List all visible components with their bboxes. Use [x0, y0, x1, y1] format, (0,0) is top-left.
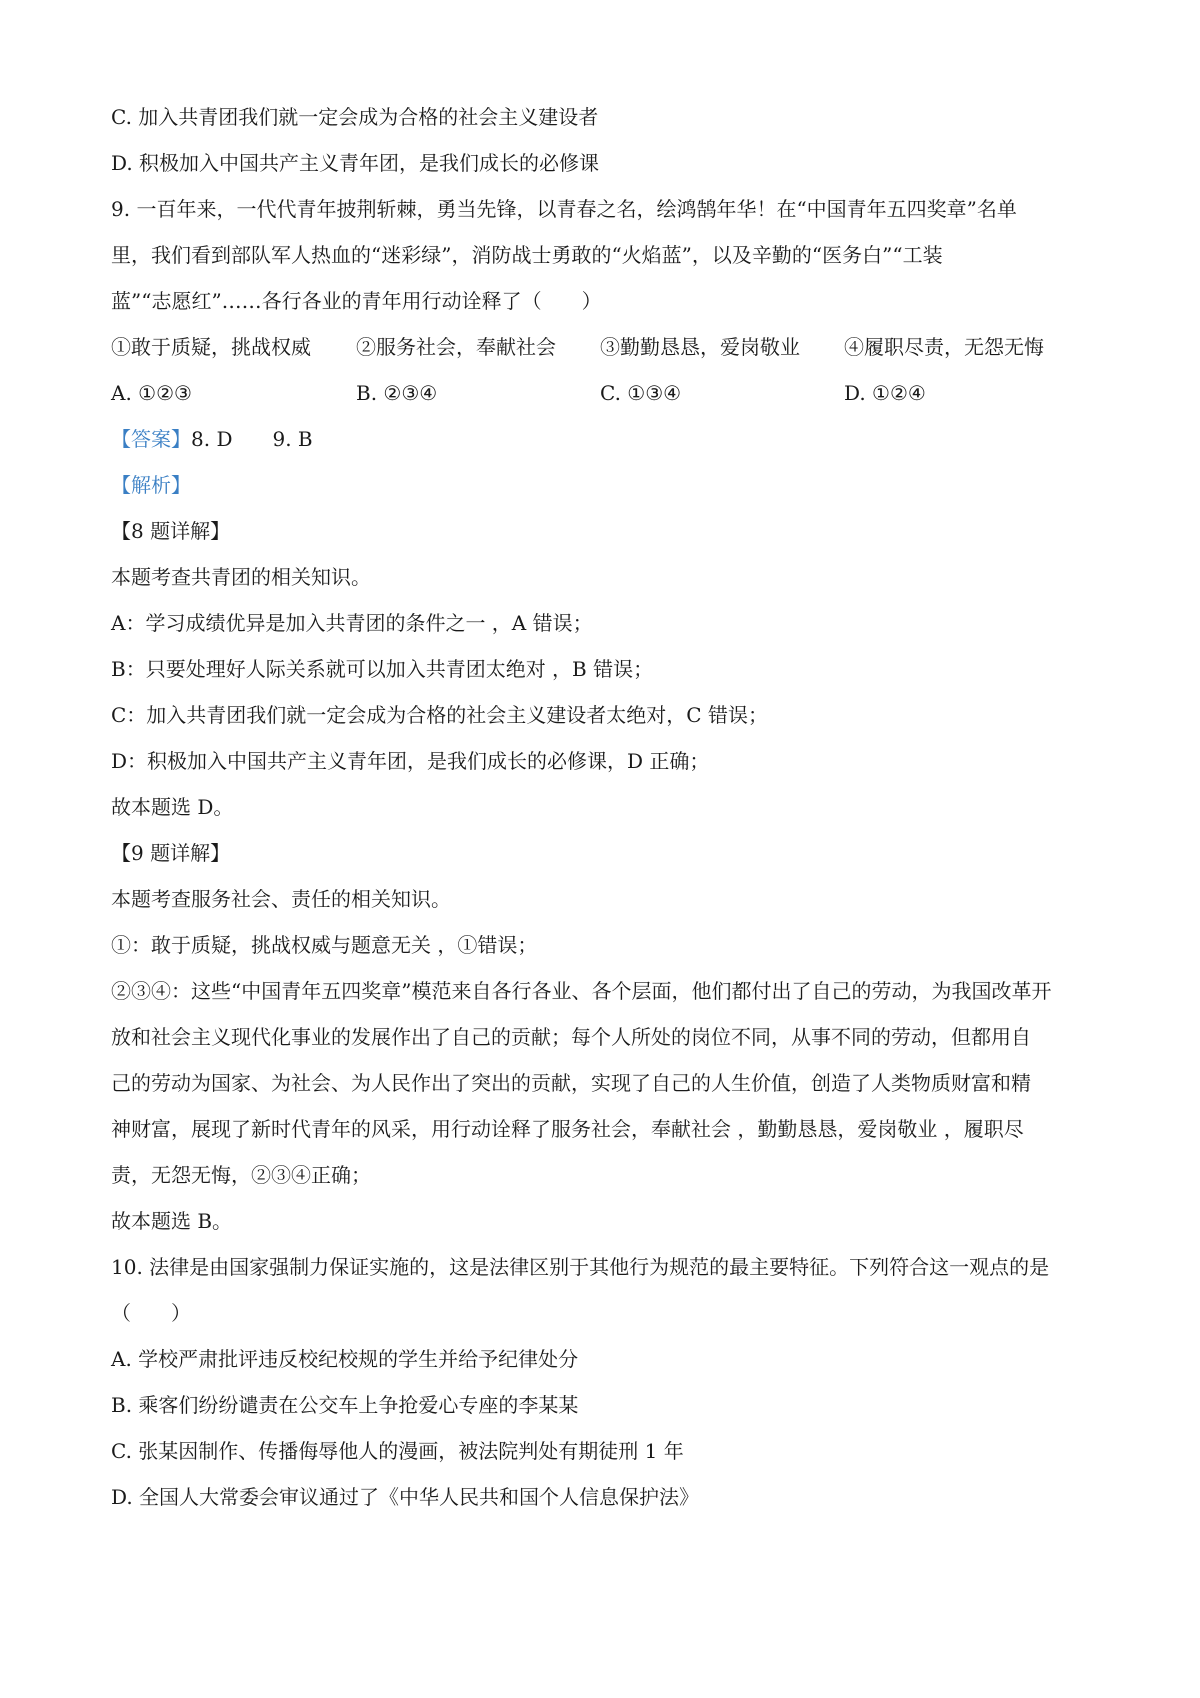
q9-option-c: C. ①③④ [600, 381, 682, 405]
q9-detail-line: 放和社会主义现代化事业的发展作出了自己的贡献；每个人所处的岗位不同，从事不同的劳动，但都用自 [111, 1025, 1031, 1049]
q10-stem-line-2: （ ） [111, 1301, 191, 1325]
q8-detail-line: C：加入共青团我们就一定会成为合格的社会主义建设者太绝对，C 错误； [111, 703, 768, 727]
analysis-label: 【解析】 [111, 473, 191, 497]
q8-detail-line: D：积极加入中国共产主义青年团，是我们成长的必修课，D 正确； [111, 749, 710, 773]
answer-line [111, 426, 313, 452]
q9-detail-line: ②③④：这些“中国青年五四奖章”模范来自各行各业、各个层面，他们都付出了自己的劳动，为我国改革开 [111, 979, 1052, 1003]
q10-option-d: D. 全国人大常委会审议通过了《中华人民共和国个人信息保护法》 [111, 1485, 700, 1509]
q9-detail-conclusion: 故本题选 B。 [111, 1209, 233, 1233]
q8-detail-conclusion: 故本题选 D。 [111, 795, 234, 819]
q10-option-b: B. 乘客们纷纷谴责在公交车上争抢爱心专座的李某某 [111, 1393, 579, 1417]
q9-item-2: ②服务社会，奉献社会 [356, 335, 556, 359]
q9-option-a: A. ①②③ [111, 381, 192, 405]
q9-detail-line: ①：敢于质疑，挑战权威与题意无关 ，①错误； [111, 933, 538, 957]
q9-item-1: ①敢于质疑，挑战权威 [111, 335, 311, 359]
q8-option-d: D. 积极加入中国共产主义青年团，是我们成长的必修课 [111, 151, 600, 175]
q8-detail-line: 本题考查共青团的相关知识。 [111, 565, 371, 589]
q10-stem-line-1: 10. 法律是由国家强制力保证实施的，这是法律区别于其他行为规范的最主要特征。下列符合这一观点的是 [111, 1255, 1050, 1279]
q8-detail-line: B：只要处理好人际关系就可以加入共青团太绝对 ，B 错误； [111, 657, 654, 681]
answer-text: 8. D 9. B [191, 427, 313, 451]
q9-detail-line: 神财富，展现了新时代青年的风采，用行动诠释了服务社会，奉献社会 ，勤勤恳恳，爱岗敬业 ，履职尽 [111, 1117, 1024, 1141]
q10-option-c: C. 张某因制作、传播侮辱他人的漫画，被法院判处有期徒刑 1 年 [111, 1439, 684, 1463]
answer-label: 【答案】 [111, 427, 191, 451]
q10-option-a: A. 学校严肃批评违反校纪校规的学生并给予纪律处分 [111, 1347, 579, 1371]
q8-detail-line: A：学习成绩优异是加入共青团的条件之一 ，A 错误； [111, 611, 593, 635]
q8-option-c: C. 加入共青团我们就一定会成为合格的社会主义建设者 [111, 105, 599, 129]
q8-detail-heading: 【8 题详解】 [111, 519, 231, 543]
q9-detail-line: 责，无怨无悔，②③④正确； [111, 1163, 371, 1187]
q9-detail-heading: 【9 题详解】 [111, 841, 231, 865]
q9-stem-line-2: 里，我们看到部队军人热血的“迷彩绿”，消防战士勇敢的“火焰蓝”，以及辛勤的“医务白”“工装 [111, 243, 943, 267]
q9-stem-line-1: 9. 一百年来，一代代青年披荆斩棘，勇当先锋，以青春之名，绘鸿鹄年华！在“中国青年五四奖章”名单 [111, 197, 1017, 221]
q9-detail-line: 己的劳动为国家、为社会、为人民作出了突出的贡献，实现了自己的人生价值，创造了人类物质财富和精 [111, 1071, 1031, 1095]
q9-stem-line-3: 蓝”“志愿红”……各行各业的青年用行动诠释了（ ） [111, 289, 602, 313]
q9-detail-line: 本题考查服务社会、责任的相关知识。 [111, 887, 451, 911]
q9-option-b: B. ②③④ [356, 381, 438, 405]
q9-option-d: D. ①②④ [844, 381, 926, 405]
q9-item-4: ④履职尽责，无怨无悔 [844, 335, 1044, 359]
q9-item-3: ③勤勤恳恳，爱岗敬业 [600, 335, 800, 359]
